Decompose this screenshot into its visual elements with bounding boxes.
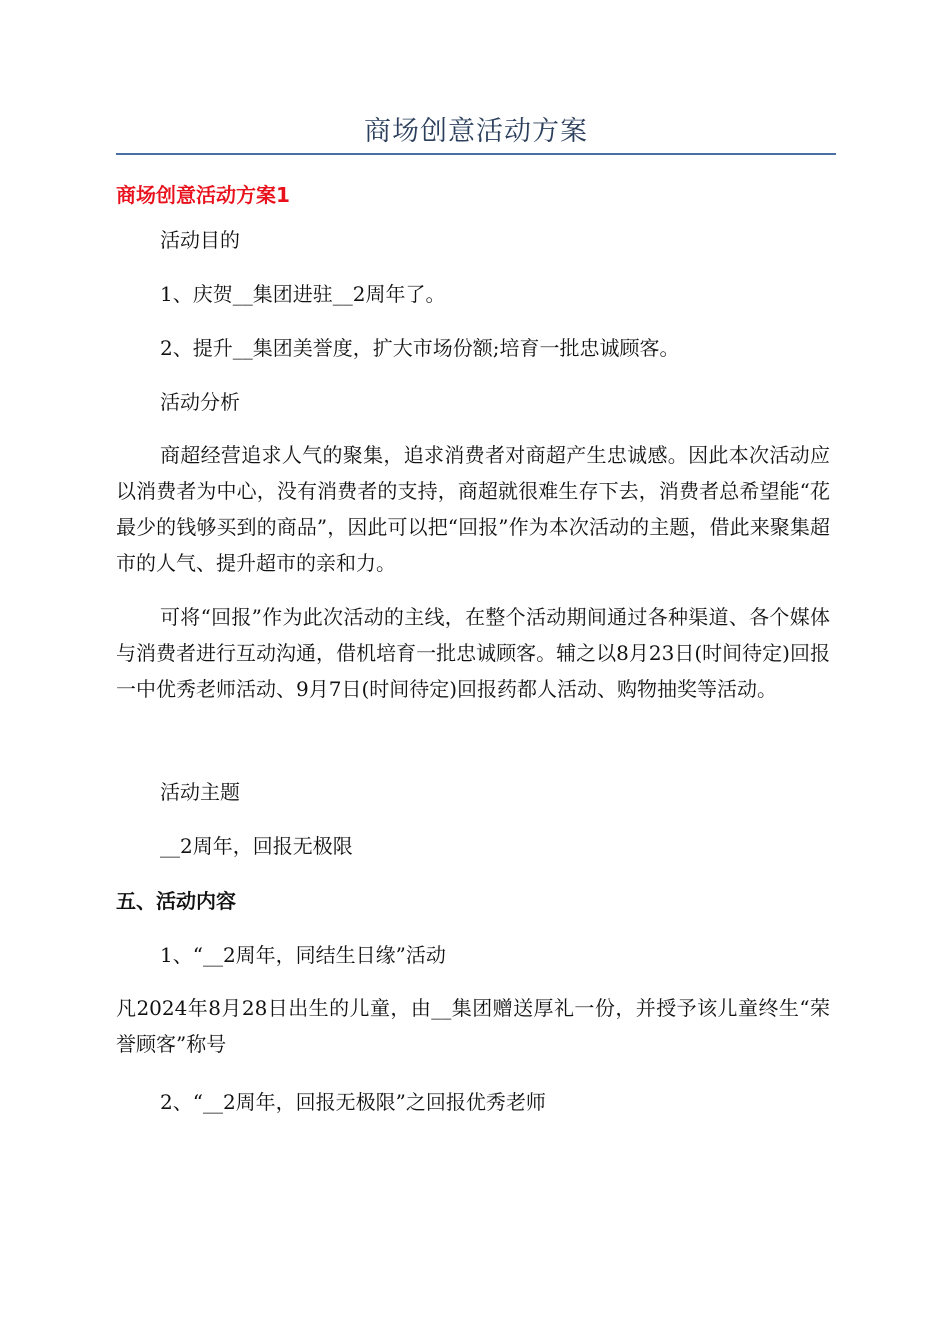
theme-label: 活动主题 <box>160 780 240 804</box>
section-heading-plan-1: 商场创意活动方案1 <box>116 183 290 207</box>
title-divider <box>116 153 836 155</box>
analysis-paragraph-1: 商超经营追求人气的聚集，追求消费者对商超产生忠诚感。因此本次活动应以消费者为中心，没有消费者的支持，商超就很难生存下去，消费者总希望能“花最少的钱够买到的商品”，因此可以把“回报”作为本次活动的主题，借此来聚集超市的人气、提升超市的亲和力。 <box>116 443 830 575</box>
content-item-1: 1、“__2周年，同结生日缘”活动 <box>160 943 446 967</box>
analysis-paragraph-2: 可将“回报”作为此次活动的主线，在整个活动期间通过各种渠道、各个媒体与消费者进行互动沟通，借机培育一批忠诚顾客。辅之以8月23日(时间待定)回报一中优秀老师活动、9月7日(时间待定)回报药都人活动、购物抽奖等活动。 <box>116 605 830 701</box>
purpose-label: 活动目的 <box>160 228 240 252</box>
section-heading-content: 五、活动内容 <box>116 889 236 913</box>
theme-text: __2周年，回报无极限 <box>160 834 353 858</box>
content-item-1-paragraph: 凡2024年8月28日出生的儿童，由__集团赠送厚礼一份，并授予该儿童终生“荣誉顾客”称号 <box>116 996 830 1056</box>
purpose-item-1: 1、庆贺__集团进驻__2周年了。 <box>160 282 446 306</box>
document-title: 商场创意活动方案 <box>364 116 588 147</box>
purpose-item-2: 2、提升__集团美誉度，扩大市场份额;培育一批忠诚顾客。 <box>160 336 680 360</box>
content-item-2: 2、“__2周年，回报无极限”之回报优秀老师 <box>160 1090 546 1114</box>
analysis-label: 活动分析 <box>160 390 240 414</box>
